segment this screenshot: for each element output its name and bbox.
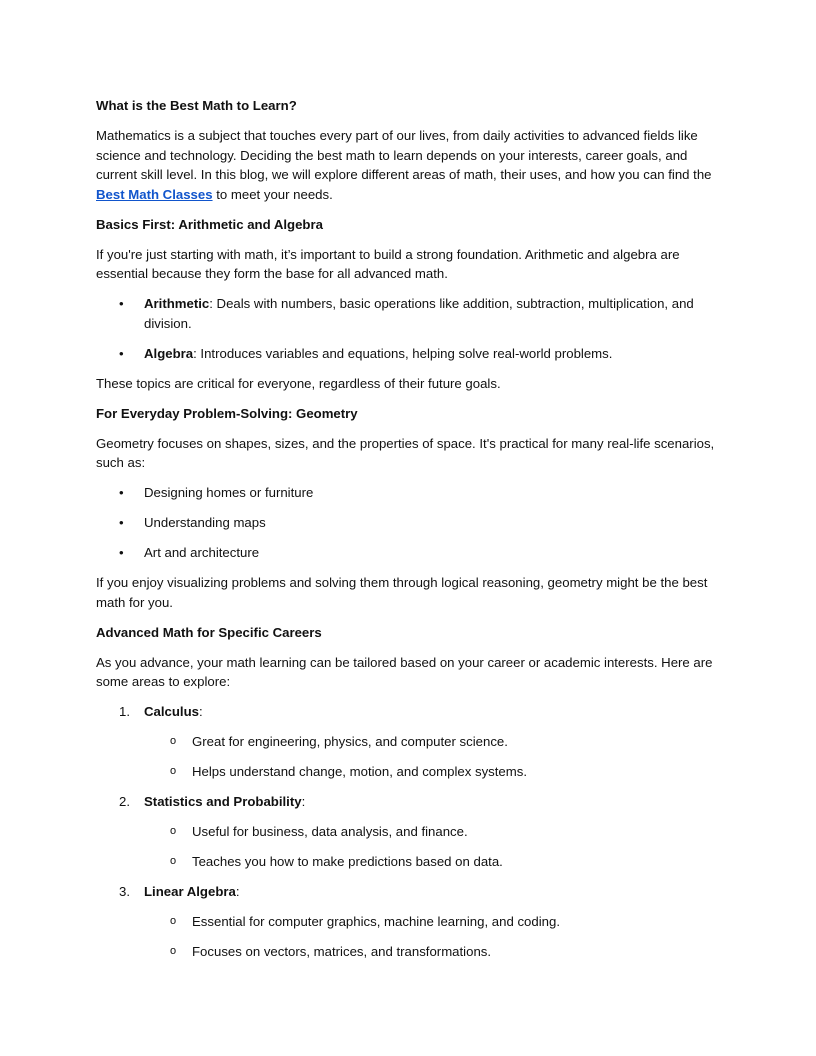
sub-list-item <box>144 852 726 872</box>
numbered-item <box>96 792 726 872</box>
circle-bullet-icon: o <box>170 915 177 927</box>
list-number: 2. <box>119 794 130 809</box>
list-item <box>96 483 726 503</box>
circle-bullet-icon: o <box>170 735 177 747</box>
sub-list-item-text: Useful for business, data analysis, and finance. <box>192 824 468 839</box>
bullet-icon: • <box>119 515 124 530</box>
sub-list-item <box>144 822 726 842</box>
sub-list-item <box>144 942 726 962</box>
basics-list <box>96 294 726 363</box>
list-item-suffix: : <box>235 884 240 899</box>
list-item <box>96 294 726 333</box>
sub-list <box>144 912 726 962</box>
list-item-term: Linear Algebra <box>144 884 236 899</box>
basics-paragraph: If you're just starting with math, it’s important to build a strong foundation. Arithmetic and algebra are essential because they form the base for all advanced math. <box>96 246 680 281</box>
circle-bullet-icon: o <box>170 825 177 837</box>
list-item-suffix: : <box>301 794 306 809</box>
section-heading-advanced: Advanced Math for Specific Careers <box>96 624 322 640</box>
sub-list-item <box>144 732 726 752</box>
list-number: 1. <box>119 704 130 719</box>
sub-list-item <box>144 762 726 782</box>
list-item-term: Calculus <box>144 704 199 719</box>
document-page <box>96 96 726 972</box>
sub-list-item-text: Essential for computer graphics, machine learning, and coding. <box>192 914 560 929</box>
numbered-item <box>96 882 726 962</box>
bullet-icon: • <box>119 296 124 311</box>
circle-bullet-icon: o <box>170 945 177 957</box>
bullet-icon: • <box>119 545 124 560</box>
best-math-classes-link[interactable]: Best Math Classes <box>96 186 213 202</box>
list-number: 3. <box>119 884 130 899</box>
circle-bullet-icon: o <box>170 765 177 777</box>
list-item-term: Arithmetic <box>144 296 210 311</box>
geometry-list <box>96 483 726 563</box>
sub-list-item-text: Great for engineering, physics, and computer science. <box>192 734 508 749</box>
list-item-term: Statistics and Probability <box>144 794 302 809</box>
list-item-suffix: : <box>198 704 203 719</box>
sub-list <box>144 732 726 782</box>
sub-list-item <box>144 912 726 932</box>
list-item <box>96 513 726 533</box>
list-item <box>96 344 726 364</box>
geometry-closing: If you enjoy visualizing problems and solving them through logical reasoning, geometry might be the best math for you. <box>96 575 708 610</box>
bullet-icon: • <box>119 485 124 500</box>
section-heading-geometry: For Everyday Problem-Solving: Geometry <box>96 405 358 421</box>
list-item-text: Designing homes or furniture <box>144 485 314 500</box>
list-item-text: : Deals with numbers, basic operations like addition, subtraction, multiplication, and division. <box>144 296 694 331</box>
intro-paragraph <box>96 126 726 204</box>
sub-list <box>144 822 726 872</box>
sub-list-item-text: Helps understand change, motion, and complex systems. <box>192 764 527 779</box>
advanced-list <box>96 702 726 962</box>
intro-text-after-link: to meet your needs. <box>212 186 333 202</box>
list-item-term: Algebra <box>144 345 194 361</box>
circle-bullet-icon: o <box>170 855 177 867</box>
page-title: What is the Best Math to Learn? <box>96 98 297 113</box>
list-item-text: : Introduces variables and equations, helping solve real-world problems. <box>193 345 613 361</box>
intro-text-before-link: Mathematics is a subject that touches every part of our lives, from daily activities to advanced fields like science and technology. Deciding the best math to learn depends on your interests, career goals, and current skill level. In this blog, we will explore different areas of math, their uses, and how you can find the <box>96 128 712 182</box>
advanced-paragraph: As you advance, your math learning can be tailored based on your career or academic interests. Here are some areas to explore: <box>96 654 713 689</box>
sub-list-item-text: Teaches you how to make predictions based on data. <box>192 854 503 869</box>
geometry-paragraph: Geometry focuses on shapes, sizes, and the properties of space. It's practical for many real-life scenarios, such as: <box>96 435 715 470</box>
numbered-item <box>96 702 726 782</box>
list-item-text: Understanding maps <box>144 515 266 530</box>
basics-closing: These topics are critical for everyone, regardless of their future goals. <box>96 375 501 391</box>
bullet-icon: • <box>119 345 124 361</box>
list-item-text: Art and architecture <box>144 545 260 560</box>
section-heading-basics: Basics First: Arithmetic and Algebra <box>96 216 323 232</box>
sub-list-item-text: Focuses on vectors, matrices, and transformations. <box>192 944 492 959</box>
list-item <box>96 543 726 563</box>
